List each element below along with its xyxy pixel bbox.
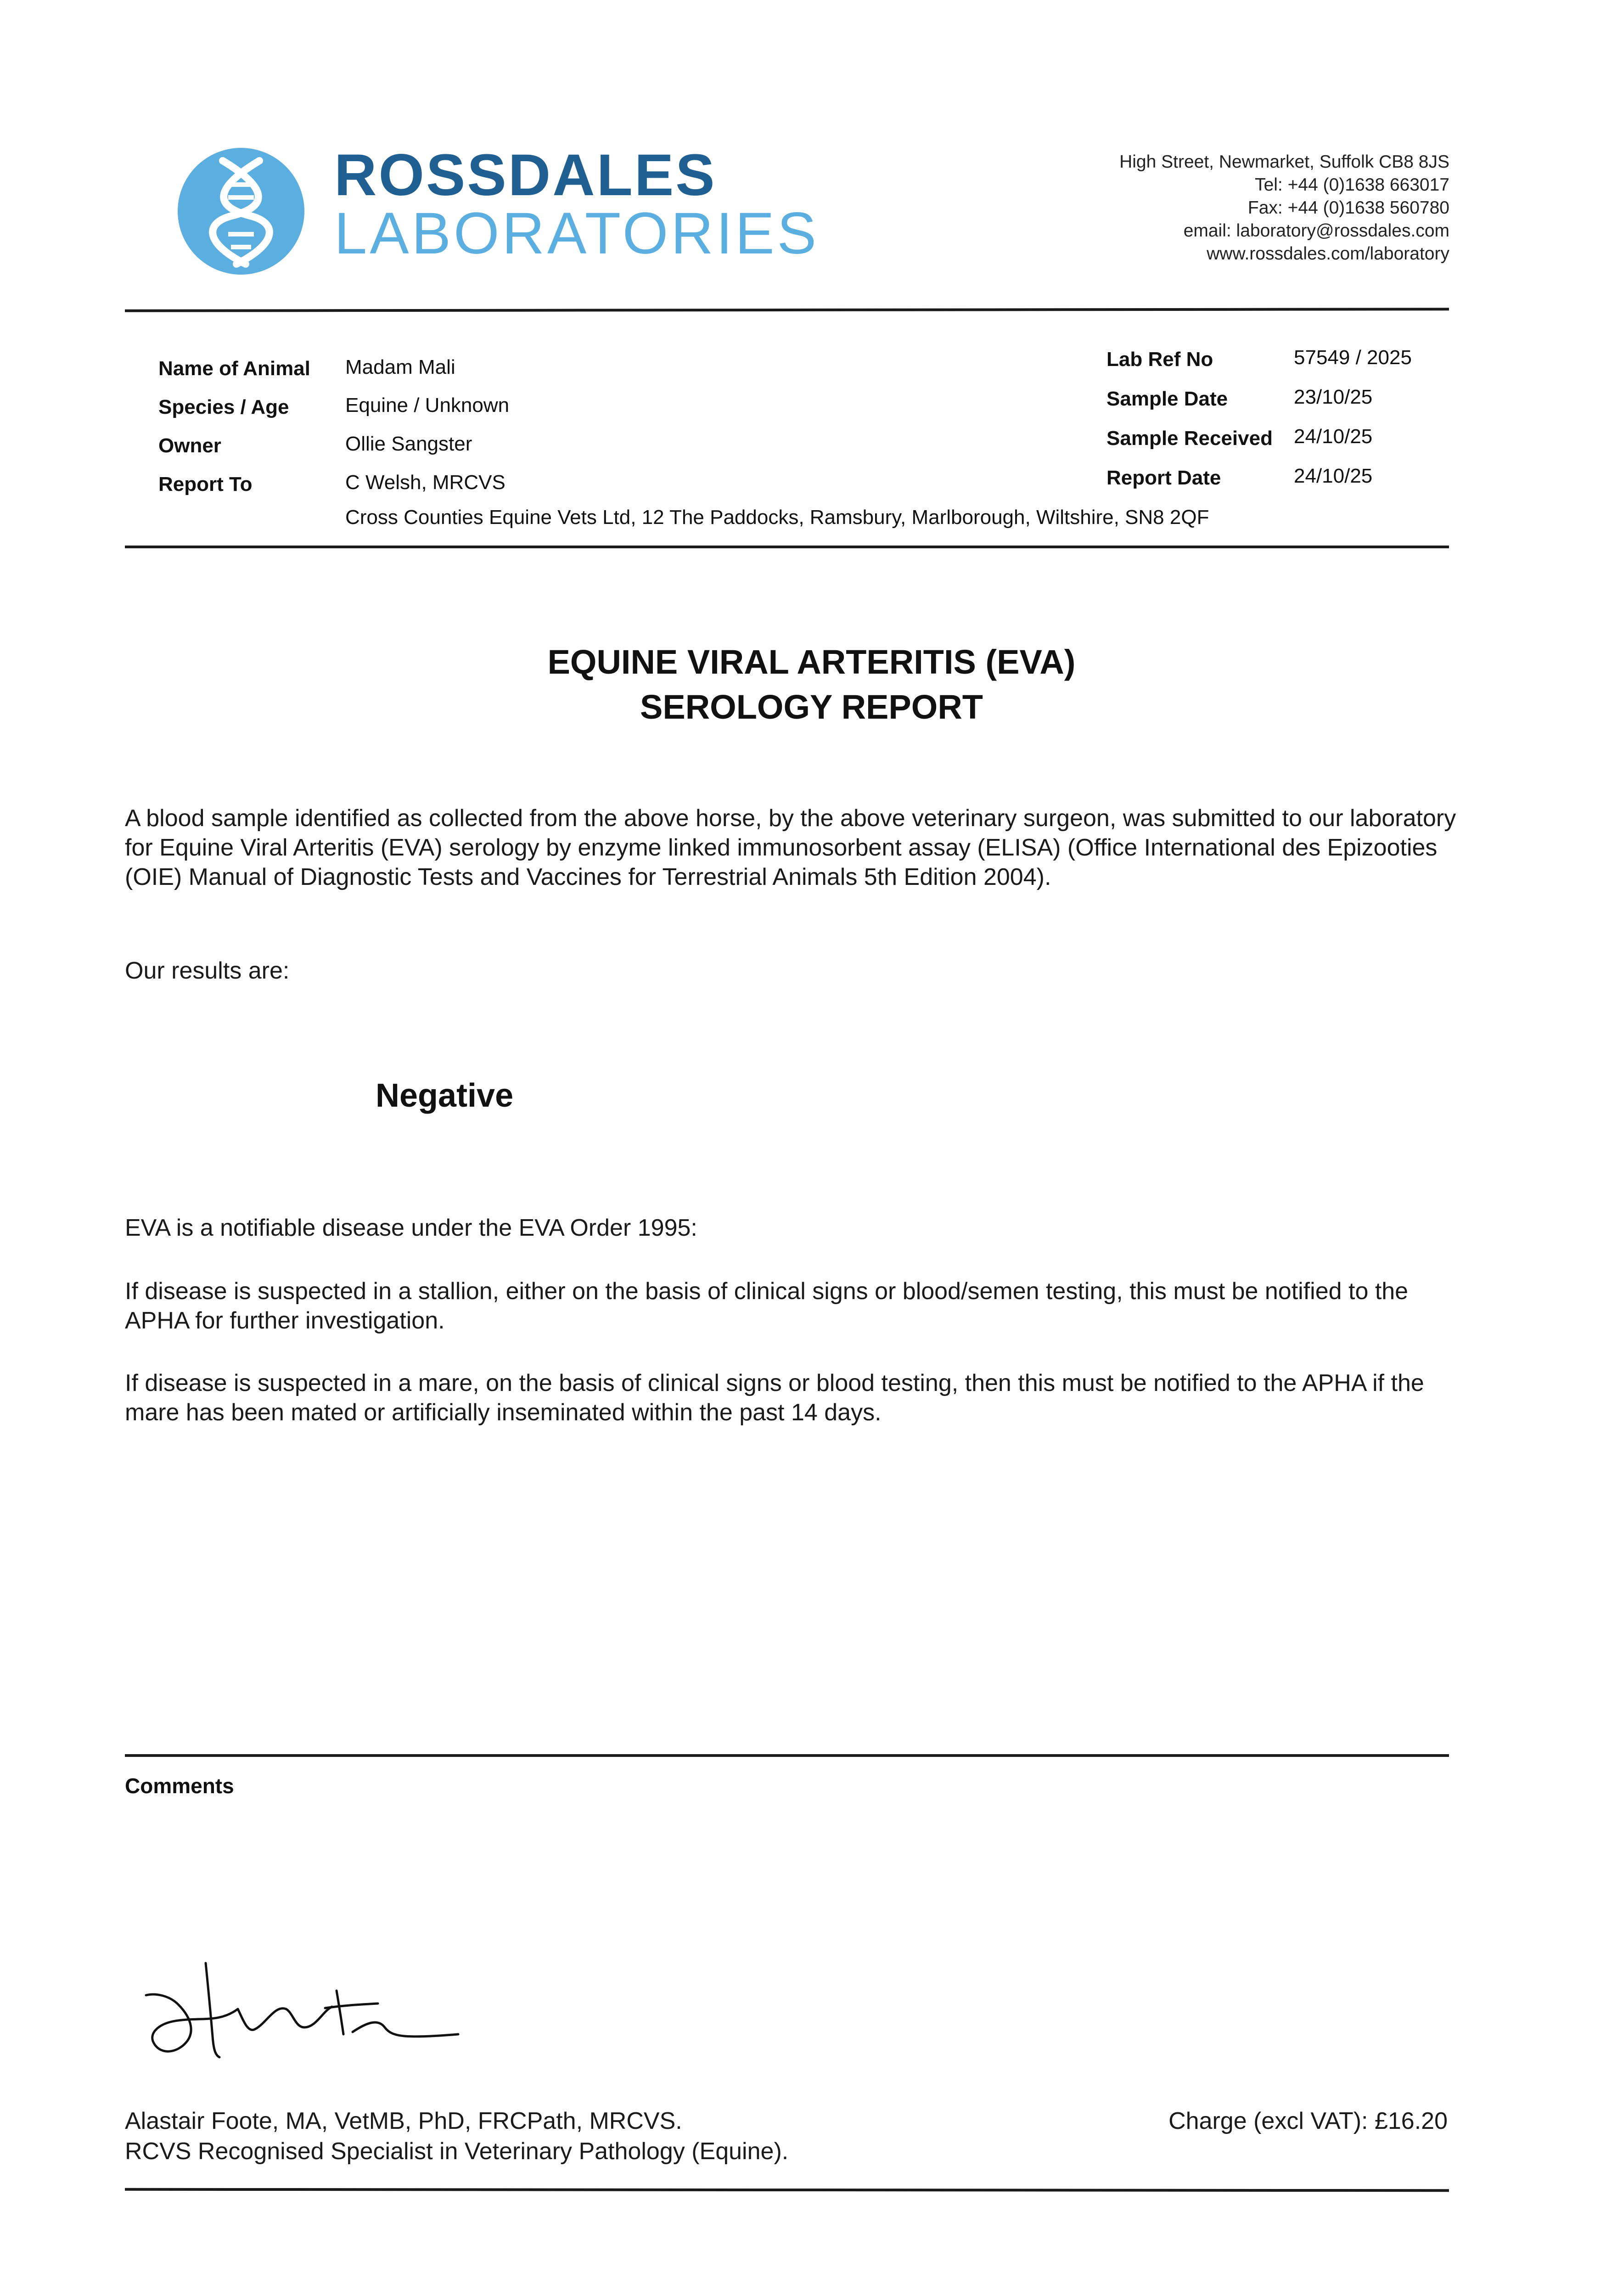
name-of-animal-value: Madam Mali [345, 356, 455, 378]
notifiable-statement: EVA is a notifiable disease under the EVA Order 1995: [125, 1215, 697, 1241]
results-intro: Our results are: [125, 957, 290, 984]
sample-date-label: Sample Date [1106, 388, 1228, 410]
comments-label: Comments [125, 1774, 234, 1798]
lab-fax: Fax: +44 (0)1638 560780 [1247, 198, 1449, 218]
comments-divider [125, 1754, 1449, 1757]
lab-address: High Street, Newmarket, Suffolk CB8 8JS [1119, 152, 1449, 172]
mare-note: If disease is suspected in a mare, on the basis of clinical signs or blood testing, then this must be notified to the APHA if the mare has been mated or artificially inseminated within the past 14 days. [125, 1370, 1424, 1426]
lab-tel: Tel: +44 (0)1638 663017 [1255, 175, 1449, 195]
owner-label: Owner [158, 434, 221, 457]
sample-received-value: 24/10/25 [1294, 425, 1373, 448]
brand-name: ROSSDALES [334, 142, 717, 208]
lab-email: email: laboratory@rossdales.com [1183, 221, 1449, 241]
contact-block [1119, 151, 1449, 265]
report-to-value: C Welsh, MRCVS [345, 471, 505, 494]
intro-paragraph: A blood sample identified as collected from the above horse, by the above veterinary surgeon, was submitted to our laboratory for Equine Viral Arteritis (EVA) serology by enzyme linked immunosorbent assay (ELISA) (Office International des Epizooties (OIE) Manual of Diagnostic Tests and Vaccines for Terrestrial Animals 5th Edition 2004). [125, 805, 1456, 890]
report-to-label: Report To [158, 473, 253, 495]
charge-amount: Charge (excl VAT): £16.20 [1168, 2108, 1448, 2134]
report-subtitle: SEROLOGY REPORT [640, 688, 983, 726]
stallion-note: If disease is suspected in a stallion, either on the basis of clinical signs or blood/semen testing, this must be notified to the APHA for further investigation. [125, 1278, 1409, 1334]
lab-website: www.rossdales.com/laboratory [1207, 244, 1449, 264]
info-divider [125, 546, 1449, 548]
signer-block [125, 2106, 788, 2167]
report-title: EQUINE VIRAL ARTERITIS (EVA) [547, 643, 1076, 681]
owner-value: Ollie Sangster [345, 433, 472, 455]
sample-date-value: 23/10/25 [1294, 386, 1373, 408]
brand-subtitle: LABORATORIES [334, 201, 819, 266]
report-to-address: Cross Counties Equine Vets Ltd, 12 The Paddocks, Ramsbury, Marlborough, Wiltshire, SN8 2QF [345, 506, 1209, 529]
dna-helix-icon [177, 147, 305, 276]
signature [128, 1954, 467, 2069]
header-divider [125, 308, 1449, 312]
species-age-value: Equine / Unknown [345, 394, 510, 416]
footer-divider [125, 2188, 1449, 2192]
test-result: Negative [376, 1077, 514, 1114]
report-date-label: Report Date [1106, 467, 1221, 489]
name-of-animal-label: Name of Animal [158, 357, 310, 380]
species-age-label: Species / Age [158, 396, 289, 418]
signer-title: RCVS Recognised Specialist in Veterinary Pathology (Equine). [125, 2138, 789, 2165]
sample-received-label: Sample Received [1106, 427, 1273, 450]
signer-name: Alastair Foote, MA, VetMB, PhD, FRCPath, MRCVS. [125, 2108, 682, 2134]
report-date-value: 24/10/25 [1294, 465, 1373, 487]
lab-ref-label: Lab Ref No [1106, 348, 1213, 371]
lab-ref-value: 57549 / 2025 [1294, 346, 1412, 369]
